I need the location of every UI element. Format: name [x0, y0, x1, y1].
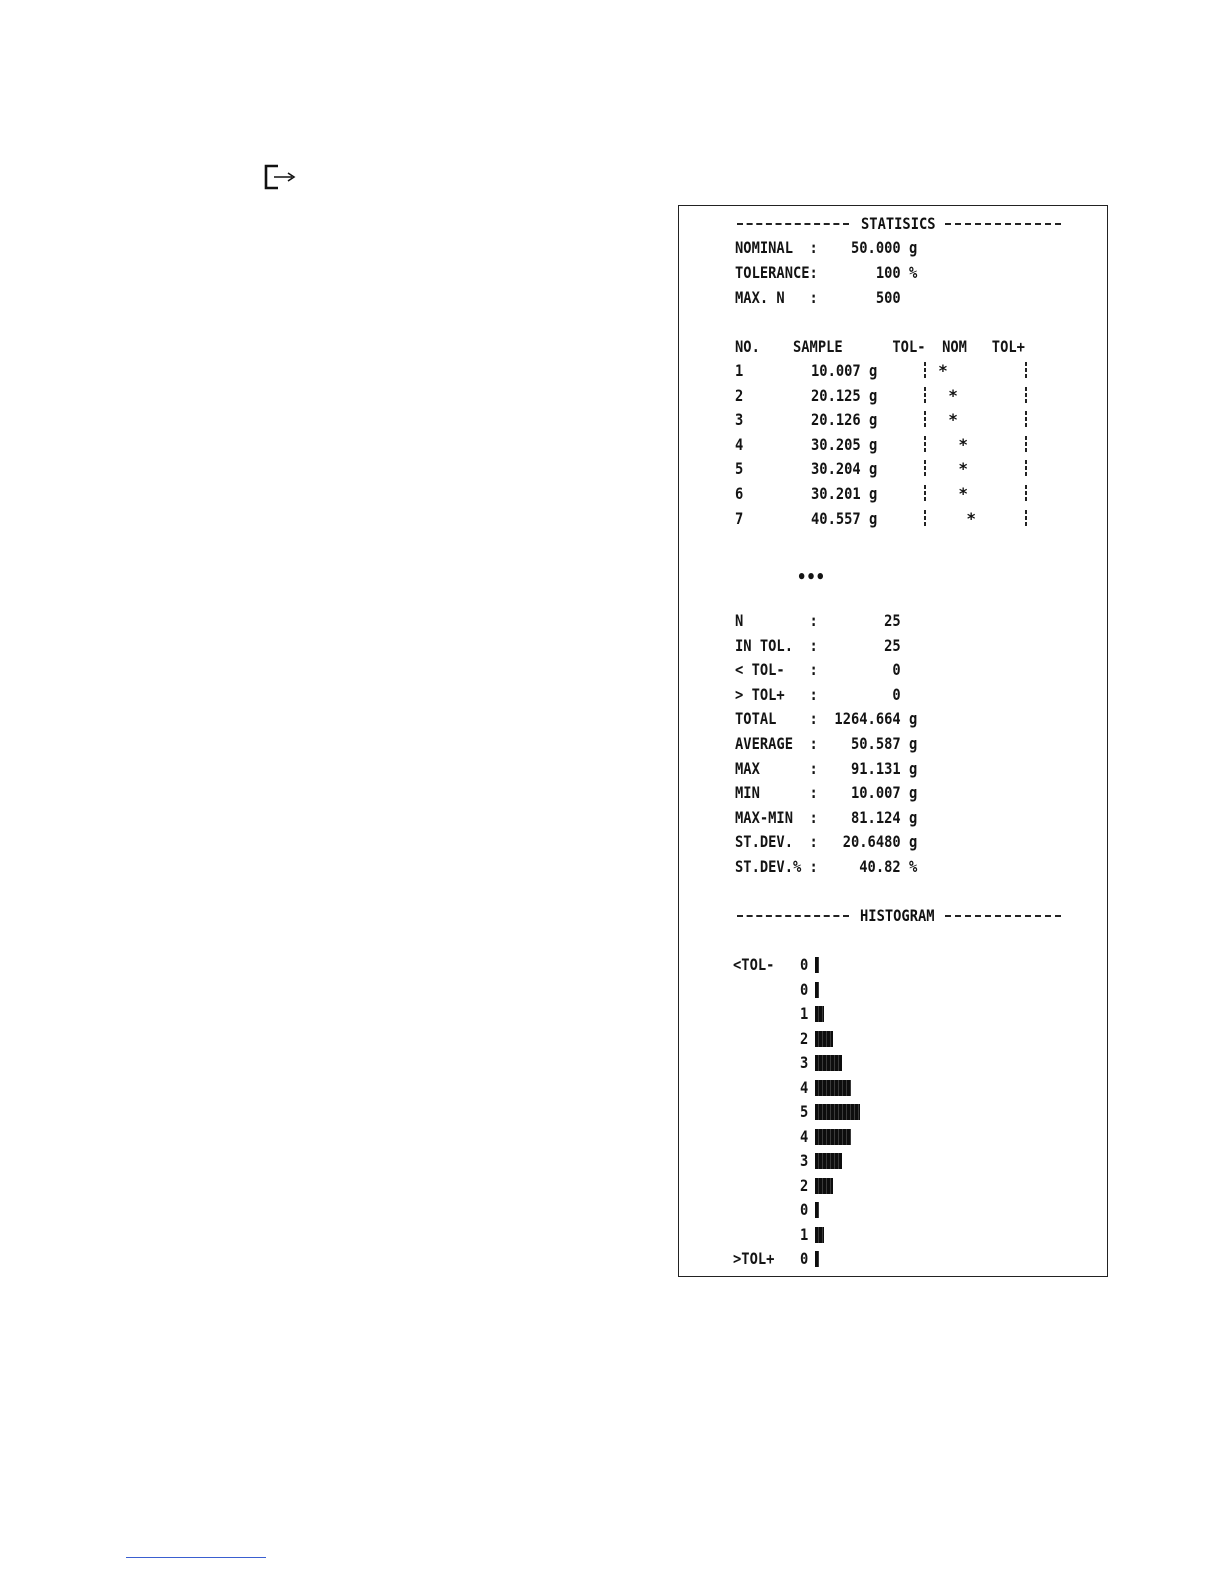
- summary-line: N : 25: [735, 611, 901, 630]
- statistics-printout: [678, 205, 1108, 1277]
- setting-line: NOMINAL : 50.000 g: [735, 238, 918, 257]
- histogram-bar: [815, 1153, 842, 1169]
- summary-line: < TOL- : 0: [735, 660, 901, 680]
- sample-number: 4: [735, 434, 744, 454]
- sample-value: 20.126 g: [811, 410, 878, 430]
- sample-value: 10.007 g: [811, 361, 878, 380]
- tol-plus-bar: [1025, 460, 1027, 478]
- histogram-bar: [815, 1080, 851, 1096]
- tol-minus-bar: [924, 436, 926, 454]
- ellipsis: •••: [797, 567, 825, 588]
- histogram-count: 1: [800, 1004, 809, 1023]
- histogram-bar: [815, 957, 819, 973]
- sample-value: 30.201 g: [811, 484, 878, 503]
- histogram-count: 0: [800, 955, 809, 974]
- sample-number: 3: [735, 410, 744, 430]
- summary-line: ST.DEV. : 20.6480 g: [735, 832, 918, 852]
- histogram-count: 4: [800, 1077, 809, 1097]
- histogram-bar: [815, 1006, 824, 1022]
- sample-value: 30.204 g: [811, 459, 878, 479]
- dash-rule: [945, 223, 1061, 225]
- setting-line: TOLERANCE: 100 %: [735, 263, 918, 282]
- tol-minus-bar: [924, 460, 926, 478]
- tol-minus-bar: [924, 510, 926, 528]
- tol-plus-bar: [1025, 387, 1027, 405]
- sample-number: 2: [735, 385, 744, 405]
- histogram-count: 0: [800, 979, 809, 999]
- sample-number: 1: [735, 361, 744, 380]
- summary-line: ST.DEV.% : 40.82 %: [735, 857, 918, 876]
- footnote-separator: [126, 1557, 266, 1558]
- sample-marker: *: [958, 434, 968, 454]
- setting-line: MAX. N : 500: [735, 288, 901, 307]
- tol-plus-bar: [1025, 411, 1027, 429]
- tol-minus-bar: [924, 362, 926, 380]
- sample-value: 30.205 g: [811, 434, 878, 454]
- histogram-count: 3: [800, 1053, 809, 1072]
- histogram-count: 0: [800, 1200, 809, 1219]
- tol-plus-bar: [1025, 510, 1027, 528]
- sample-value: 20.125 g: [811, 385, 878, 405]
- print-output-icon: [264, 164, 298, 190]
- histogram-count: 5: [800, 1102, 809, 1121]
- tol-minus-bar: [924, 387, 926, 405]
- histogram-bar: [815, 1055, 842, 1071]
- sample-marker: *: [966, 508, 977, 528]
- sample-marker: *: [948, 385, 958, 405]
- summary-line: MIN : 10.007 g: [735, 783, 918, 803]
- sample-marker: *: [948, 410, 958, 430]
- histogram-header: HISTOGRAM: [860, 906, 935, 925]
- histogram-bar: [815, 1104, 860, 1120]
- histogram-count: 3: [800, 1151, 809, 1170]
- sample-value: 40.557 g: [811, 508, 878, 528]
- sample-marker: *: [958, 459, 968, 479]
- histogram-label: <TOL-: [733, 955, 775, 974]
- histogram-count: 1: [800, 1224, 809, 1244]
- histogram-count: 2: [800, 1028, 809, 1048]
- summary-line: > TOL+ : 0: [735, 684, 901, 704]
- histogram-count: 0: [800, 1249, 809, 1268]
- summary-line: AVERAGE : 50.587 g: [735, 734, 918, 753]
- sample-number: 5: [735, 459, 744, 479]
- histogram-bar: [815, 1227, 824, 1243]
- tol-plus-bar: [1025, 485, 1027, 503]
- dash-rule: [737, 915, 849, 917]
- dash-rule: [945, 915, 1061, 917]
- sample-number: 7: [735, 508, 744, 528]
- histogram-bar: [815, 1178, 833, 1194]
- histogram-bar: [815, 1031, 833, 1047]
- histogram-count: 2: [800, 1175, 809, 1195]
- summary-line: IN TOL. : 25: [735, 635, 901, 655]
- histogram-label: >TOL+: [733, 1249, 775, 1268]
- histogram-bar: [815, 1251, 819, 1267]
- histogram-count: 4: [800, 1126, 809, 1146]
- sample-table-header: NO. SAMPLE TOL- NOM TOL+: [735, 337, 1025, 356]
- tol-minus-bar: [924, 485, 926, 503]
- tol-plus-bar: [1025, 436, 1027, 454]
- sample-marker: *: [958, 484, 968, 503]
- dash-rule: [737, 223, 849, 225]
- histogram-bar: [815, 1202, 819, 1218]
- summary-line: MAX-MIN : 81.124 g: [735, 807, 918, 827]
- summary-line: MAX : 91.131 g: [735, 758, 918, 778]
- histogram-bar: [815, 1129, 851, 1145]
- tol-minus-bar: [924, 411, 926, 429]
- sample-marker: *: [938, 361, 948, 380]
- tol-plus-bar: [1025, 362, 1027, 380]
- summary-line: TOTAL : 1264.664 g: [735, 709, 918, 729]
- histogram-bar: [815, 982, 819, 998]
- sample-number: 6: [735, 484, 744, 503]
- statistics-header: STATISICS: [861, 214, 936, 233]
